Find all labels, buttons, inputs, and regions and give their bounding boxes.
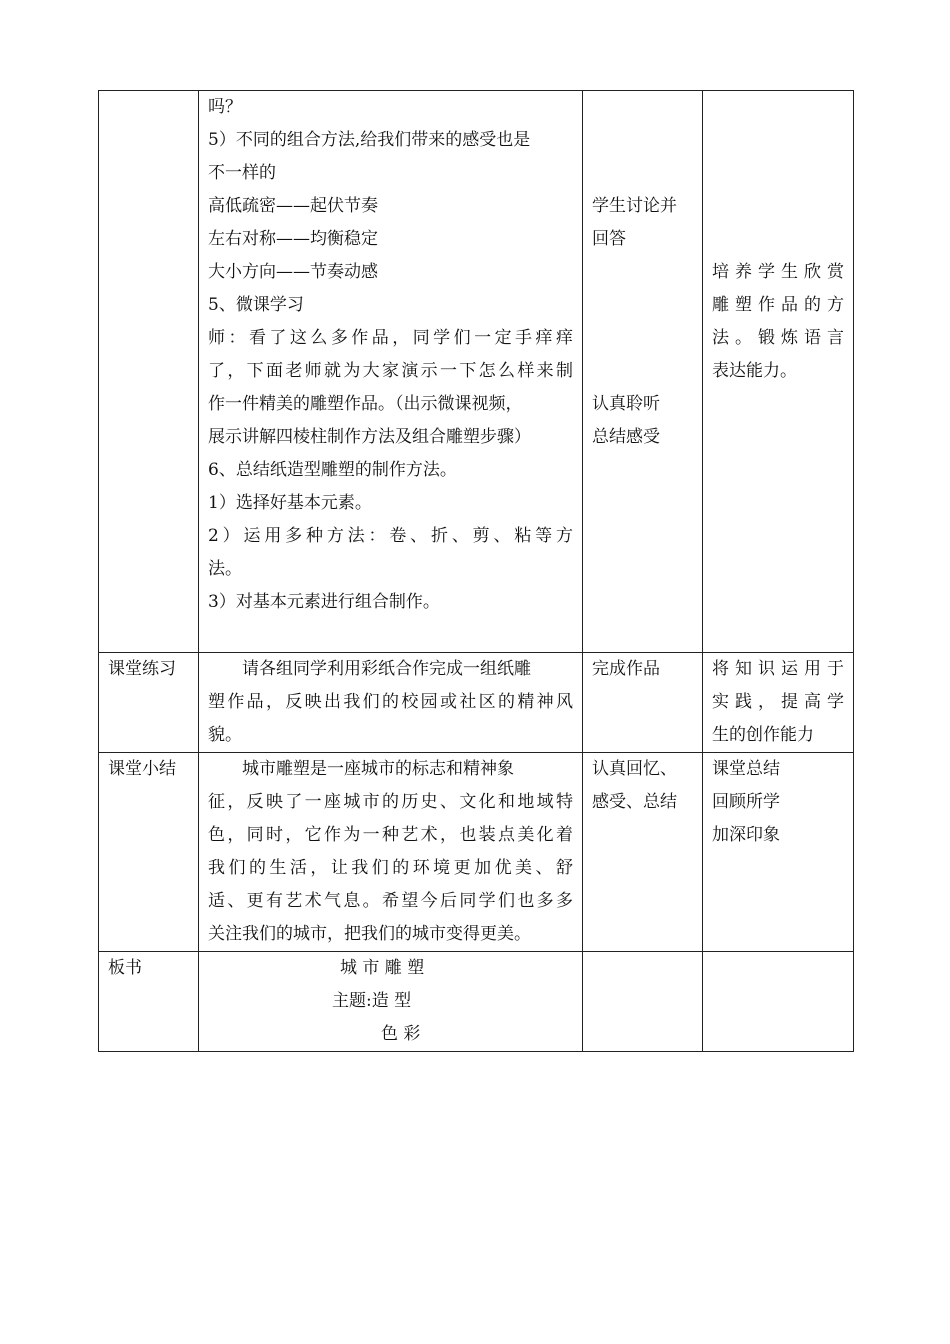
board-title: 城 市 雕 塑 [340, 958, 425, 978]
blank-line [592, 289, 693, 322]
content-line: 征，反映了一座城市的历史、文化和地域特 [208, 792, 573, 812]
row-label: 课堂练习 [108, 659, 176, 679]
design-intent-line: 课堂总结 [712, 759, 780, 779]
content-line: 吗？ [208, 97, 242, 117]
content-line: 展示讲解四棱柱制作方法及组合雕塑步骤） [208, 427, 531, 447]
student-activity-line: 认真聆听 [592, 394, 660, 414]
blank-line [592, 322, 693, 355]
board-content-cell [199, 952, 583, 1052]
content-line: 不一样的 [208, 163, 276, 183]
summary-label-cell [99, 753, 199, 952]
lesson-plan-table [98, 90, 854, 1052]
blank-line [592, 91, 693, 124]
blank-line [592, 157, 693, 190]
blank-line [208, 619, 573, 652]
content-line: 貌。 [208, 725, 242, 745]
design-intent-line: 培养学生欣赏 [712, 262, 844, 282]
board-label-cell [99, 952, 199, 1052]
process-student-cell [583, 91, 703, 653]
process-intent-cell [703, 91, 854, 653]
blank-line [592, 256, 693, 289]
student-activity-line: 学生讨论并 [592, 196, 677, 216]
content-line: 作一件精美的雕塑作品。（出示微课视频， [208, 394, 523, 414]
student-activity-line: 认真回忆、 [592, 759, 677, 779]
content-line: 我们的生活，让我们的环境更加优美、舒 [208, 858, 573, 878]
content-line: 3）对基本元素进行组合制作。 [208, 592, 440, 612]
practice-row [99, 653, 854, 753]
content-line: 1）选择好基本元素。 [208, 493, 372, 513]
board-intent-cell [703, 952, 854, 1052]
practice-intent-cell [703, 653, 854, 753]
content-line: 大小方向——节奏动感 [208, 262, 378, 282]
design-intent-line: 加深印象 [712, 825, 780, 845]
content-line: 城市雕塑是一座城市的标志和精神象 [242, 759, 514, 779]
blank-line [712, 223, 844, 256]
content-line: 师：看了这么多作品，同学们一定手痒痒 [208, 328, 573, 348]
blank-line [592, 355, 693, 388]
board-student-cell [583, 952, 703, 1052]
content-line: 2）运用多种方法：卷、折、剪、粘等方 [208, 526, 573, 546]
process-row [99, 91, 854, 653]
practice-student-cell [583, 653, 703, 753]
content-line: 关注我们的城市，把我们的城市变得更美。 [208, 924, 531, 944]
content-line: 高低疏密——起伏节奏 [208, 196, 378, 216]
row-label: 板书 [108, 958, 142, 978]
design-intent-line: 将知识运用于 [712, 659, 844, 679]
student-activity-line: 完成作品 [592, 659, 660, 679]
design-intent-line: 回顾所学 [712, 792, 780, 812]
student-activity-line: 总结感受 [592, 427, 660, 447]
practice-label-cell [99, 653, 199, 753]
design-intent-line: 雕塑作品的方 [712, 295, 844, 315]
board-line: 色 彩 [381, 1024, 421, 1044]
student-activity-line: 感受、总结 [592, 792, 677, 812]
content-line: 塑作品，反映出我们的校园或社区的精神风 [208, 692, 573, 712]
summary-student-cell [583, 753, 703, 952]
content-line: 色，同时，它作为一种艺术，也装点美化着 [208, 825, 573, 845]
design-intent-line: 生的创作能力 [712, 725, 814, 745]
content-line: 请各组同学利用彩纸合作完成一组纸雕 [242, 659, 531, 679]
content-line: 法。 [208, 559, 242, 579]
practice-content-cell [199, 653, 583, 753]
summary-row [99, 753, 854, 952]
design-intent-line: 实践，提高学 [712, 692, 844, 712]
content-line: 6、总结纸造型雕塑的制作方法。 [208, 460, 457, 480]
content-line: 5）不同的组合方法,给我们带来的感受也是 [208, 130, 531, 150]
board-line: 主题:造 型 [332, 991, 412, 1011]
summary-content-cell [199, 753, 583, 952]
content-line: 适、更有艺术气息。希望今后同学们也多多 [208, 891, 573, 911]
board-row [99, 952, 854, 1052]
process-label-cell [99, 91, 199, 653]
blank-line [712, 157, 844, 190]
blank-line [592, 124, 693, 157]
blank-line [712, 190, 844, 223]
content-line: 了，下面老师就为大家演示一下怎么样来制 [208, 361, 573, 381]
content-line: 5、微课学习 [208, 295, 304, 315]
design-intent-line: 表达能力。 [712, 361, 797, 381]
blank-line [712, 124, 844, 157]
design-intent-line: 法。锻炼语言 [712, 328, 844, 348]
content-line: 左右对称——均衡稳定 [208, 229, 378, 249]
summary-intent-cell [703, 753, 854, 952]
student-activity-line: 回答 [592, 229, 626, 249]
process-content-cell [199, 91, 583, 653]
blank-line [712, 91, 844, 124]
row-label: 课堂小结 [108, 759, 176, 779]
